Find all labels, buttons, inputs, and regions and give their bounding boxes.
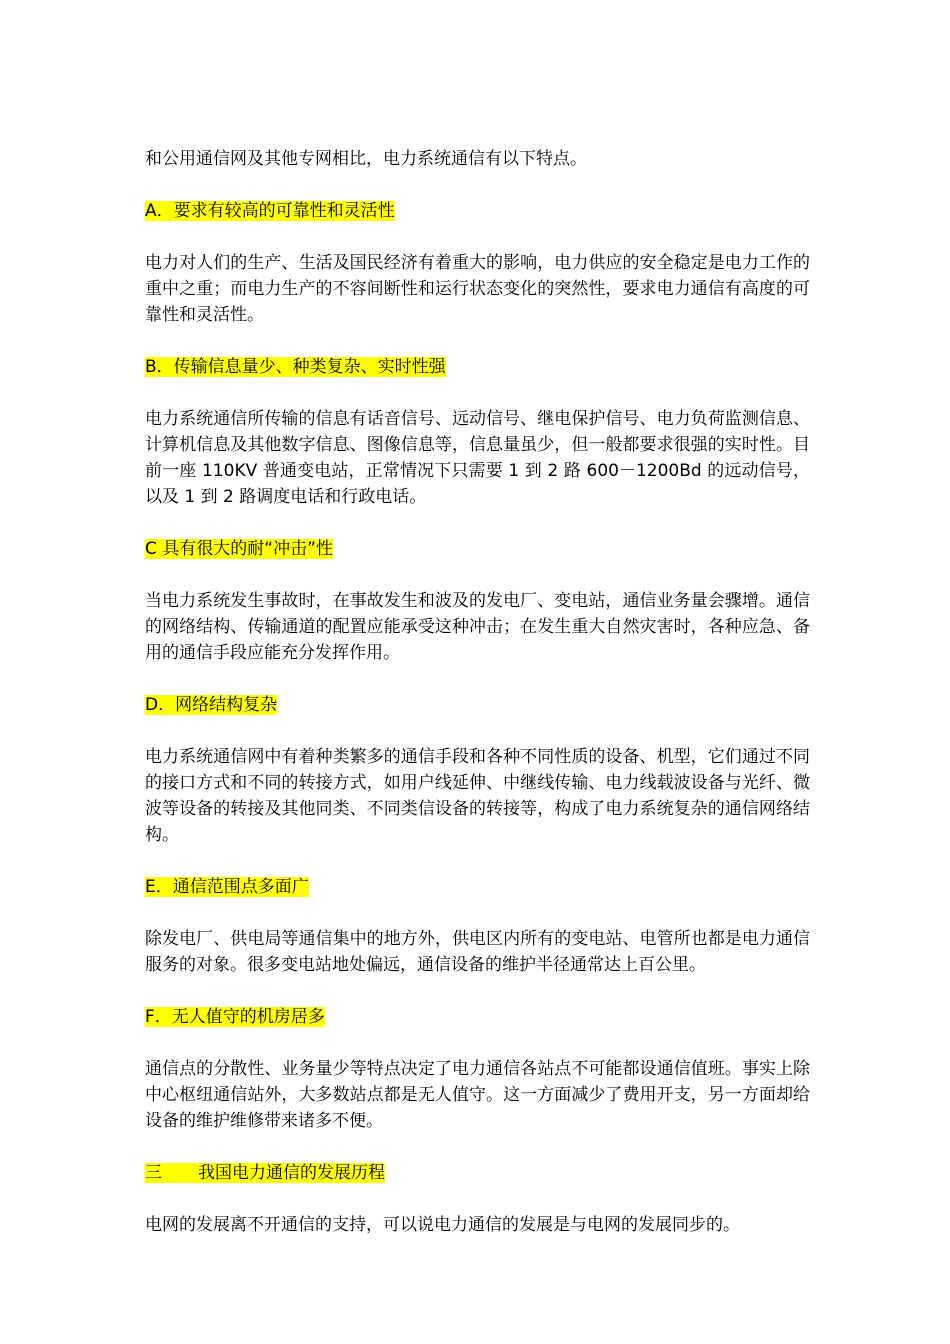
section-heading-a-text: A．要求有较高的可靠性和灵活性 — [145, 201, 395, 221]
section-body-b: 电力系统通信所传输的信息有话音信号、远动信号、继电保护信号、电力负荷监测信息、计算机信息及其他数字信息、图像信息等，信息量虽少，但一般都要求很强的实时性。目前一座 110KV 普通变电站，正常情况下只需要 1 到 2 路 600－1200Bd 的远动信号，以及 1 到 2 路调度电话和行政电话。 — [145, 409, 810, 507]
section-heading-b-text: B．传输信息量少、种类复杂、实时性强 — [145, 357, 446, 377]
section-heading-d-text: D．网络结构复杂 — [145, 695, 278, 715]
section-body-c: 当电力系统发生事故时，在事故发生和波及的发电厂、变电站，通信业务量会骤增。通信的网络结构、传输通道的配置应能承受这种冲击；在发生重大自然灾害时，各种应急、备用的通信手段应能充分发挥作用。 — [145, 591, 810, 663]
section-heading-e — [145, 874, 810, 900]
section-heading-a — [145, 198, 810, 224]
section-heading-c-text: C 具有很大的耐“冲击”性 — [145, 539, 333, 559]
section-heading-c — [145, 536, 810, 562]
section-body-a: 电力对人们的生产、生活及国民经济有着重大的影响，电力供应的安全稳定是电力工作的重中之重；而电力生产的不容间断性和运行状态变化的突然性，要求电力通信有高度的可靠性和灵活性。 — [145, 253, 810, 325]
chapter-heading-highlight — [145, 1163, 385, 1183]
intro-paragraph: 和公用通信网及其他专网相比，电力系统通信有以下特点。 — [145, 149, 587, 169]
chapter-heading — [145, 1160, 810, 1186]
chapter-number: 三 — [145, 1163, 162, 1183]
section-heading-b — [145, 354, 810, 380]
chapter-title: 我国电力通信的发展历程 — [198, 1163, 385, 1183]
section-heading-f-text: F．无人值守的机房居多 — [145, 1007, 325, 1027]
chapter-body: 电网的发展离不开通信的支持，可以说电力通信的发展是与电网的发展同步的。 — [145, 1215, 740, 1235]
section-body-f: 通信点的分散性、业务量少等特点决定了电力通信各站点不可能都设通信值班。事实上除中心枢纽通信站外，大多数站点都是无人值守。这一方面减少了费用开支，另一方面却给设备的维护维修带来诸多不便。 — [145, 1059, 810, 1131]
section-heading-d — [145, 692, 810, 718]
section-body-d: 电力系统通信网中有着种类繁多的通信手段和各种不同性质的设备、机型，它们通过不同的接口方式和不同的转接方式，如用户线延伸、中继线传输、电力线载波设备与光纤、微波等设备的转接及其他同类、不同类信设备的转接等，构成了电力系统复杂的通信网络结构。 — [145, 747, 810, 845]
section-body-e: 除发电厂、供电局等通信集中的地方外，供电区内所有的变电站、电管所也都是电力通信服务的对象。很多变电站地处偏远，通信设备的维护半径通常达上百公里。 — [145, 929, 810, 975]
section-heading-f — [145, 1004, 810, 1030]
section-heading-e-text: E．通信范围点多面广 — [145, 877, 309, 897]
document-page — [145, 146, 810, 1264]
